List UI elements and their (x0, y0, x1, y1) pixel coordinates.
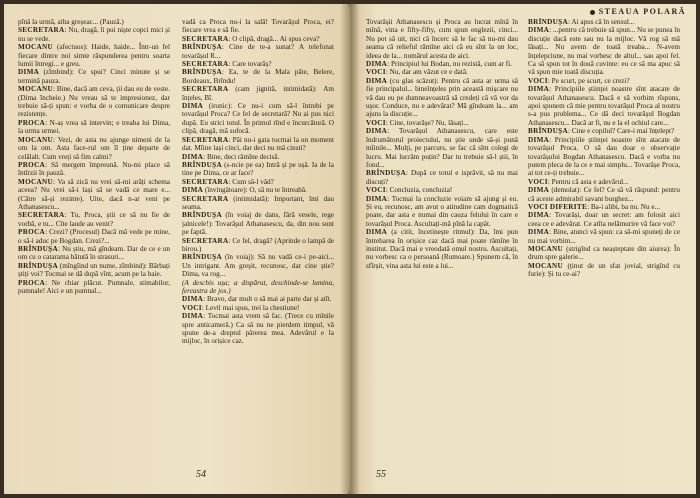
bullet-icon (590, 10, 595, 15)
dialogue-line: VOCI: Nu, dar am văzut ce e dată. (366, 68, 468, 77)
dialogue-line: SECRETARA: Nu, dragă, îi pui niște copci mici și nu se vede. (18, 26, 170, 43)
book-spread (4, 4, 696, 494)
dialogue-line: PROCA: Să mergem împreună. Nu-mi place să întîrzii în pauză. (18, 160, 170, 178)
dialogue-line: VOCI: Pentru că asta e adevărul... (528, 177, 629, 186)
dialogue-line: BRÎNDUȘA: Nu știu, mă gîndeam. Dar de ce e un om cu o catarama bătută în strasuri... (18, 244, 170, 262)
dialogue-line: DIMA: Bravo, dar mult o să mai ai parte dar și atît. (182, 295, 332, 304)
dialogue-line: SECRETARA: Păi nu-i gata tocmai la un moment dat. Mîine lași cinci, dar deci nu mă cinsti? (182, 135, 334, 153)
dialogue-line: BRÎNDUȘA: Ai apus că în sensul... (528, 18, 635, 26)
dialogue-line: VOCI: Pe scurt, pe scurt, ce crezi? (528, 76, 630, 85)
dialogue-line: DIMA (cu glas scăzut): Pentru că asta ar urma să fie principalul... bineînțeles prin această mișcare nu vă dau eu pe dumneavoastră să credeți că vă vor da ușor. Conduce, nu e adevărat? Mă gîndeam la... am ajuns la discuție... (366, 76, 518, 119)
book-gutter (340, 4, 360, 494)
dialogue-line: SECRETARA (intimidată): Important, îmi dau seama. (182, 194, 334, 211)
dialogue-line: DIMA (demolat): Ce fel? Ce să vă răspund: pentru că aceste admirabil savant burghez... (528, 186, 680, 203)
dialogue-line: DIMA (ironic): Ce nu-i cum să-l întrebi pe tovarășul Proca? Ce fel de secretară? Nu ai pus nici după. Eu strici totul. În primul rînd e încurcătură. O clipă, dragă, mă sufocă. (182, 102, 334, 136)
dialogue-line: BRÎNDUȘA: Cine e copilul? Care-i mai înțelept? (528, 127, 675, 136)
right-page (350, 4, 696, 494)
dialogue-line: PROCA: Crezi? (Procesul) Dacă mă vede pe mine, o să-i aduc pe Bogdan. Crezi?... (18, 228, 170, 245)
running-header (590, 7, 686, 16)
dialogue-line: VOCI: Levil mai spus, trei la chestiune! (182, 303, 300, 312)
dialogue-line: PROCA: N-aș vrea să intervin; e treaba lui Dima, la urma urmei. (18, 118, 170, 136)
dialogue-line: MOCANU: Vezi, de asta nu ajunge nimeni de la om la om. Asta face-rul om îl ține departe de celălalt. Cum vreți să fim calmi? (18, 135, 170, 161)
dialogue-line: SECRETARA: Ce fel, dragă? (Aprinde o lampă de birou.) (182, 236, 334, 253)
page-number-right: 55 (376, 469, 386, 480)
dialogue-line: DIMA (a citit, încetinește ritmul): Da, îmi pun întrebarea în orișice caz dacă mai poate rămîne în institut. Dacă mai e vreodată omul nostru. Ascultați, nu vorbesc ca o persoană (Rumoare.) Spunem că, în sfîrșit, vina asta lui este a lui... (366, 228, 518, 270)
dialogue-line: vadă ca Proca nu-i la sală! Tovarășul Proca, ei? fiecare vrea e să fie. (182, 18, 334, 35)
dialogue-line: BRÎNDUȘA: Ea, te de la Mala păie, Belere, Bordeaux, Brîndu! (182, 68, 334, 85)
dialogue-line: MOCANU: Va să zică nu vrei să-mi arăți schema aceea? Nu vrei să-i lași să se vadă ce mare e... (Către să-și rezinte). Uite, dacă n-ar veni pe Athanasescu... (18, 177, 170, 211)
dialogue-line: DIMA: Bine, deci rămîne decisă. (182, 152, 280, 161)
dialogue-line: SECRETARA: Care tovarăș? (182, 60, 272, 69)
right-column-1 (366, 18, 518, 456)
dialogue-line: MOCANU (strigînd ca neașteptate din aiurea): În drum spre galerie... (528, 244, 680, 262)
dialogue-line: Tovarășii Athanasescu și Proca au lucrat mînă în mînă, vina e fifty-fifty, cum spun englezii, cinci... Nu pot să uit, nici că încerc să le fac să nu-mi dau seama că relieful rămîne aici că eu sînt la un loc, ideea de la... numărul acesta de aici. (366, 18, 518, 60)
dialogue-line: VOCI: Concluzia, concluzia! (366, 186, 453, 195)
running-header-title: STEAUA POLARĂ (598, 7, 686, 16)
dialogue-line: BRÎNDUȘA (s-ncie pe ea) Intră și pe ușă. Ia de la tine pe Dima, ce ar face? (182, 160, 334, 178)
dialogue-line: SECRETARA (cam jignită, intimidată): Am înțeles, Bî. (182, 85, 334, 102)
dialogue-line: MOCANU (afectuos): Haide, haide... Într-un fel fiecare dintre noi simte răspunderea pentru soarta lumii întregi... e greu. (18, 43, 170, 69)
dialogue-line: PROCA: Ne chiar plăcut. Pumnale, stimabilor, pumnale! Aici e un pumnal... (18, 278, 170, 295)
dialogue-line: DIMA: Principiile științei noastre sînt atacate de tovarășul Proca. O să dau doar o observație tovarășului Bogdan Athanasescu. Dacă e vorba nu putem pleca de la ce e mai simplu... Tovarășe Proca, ai tot ce-ți trebuie... (528, 135, 680, 178)
dialogue-line: BRÎNDUȘA: După ce totul e isprăvit, să nu mai discuți? (366, 169, 518, 186)
dialogue-line: DIMA: Tocmai asta vrem să fac. (Trece cu mînile spre anticameră.) Ca să nu ne pierdem timpul, vă spune de-a dreptul părerea mea. Adevărul e la mijloc, în orișice caz. (182, 312, 334, 346)
left-page (4, 4, 348, 494)
dialogue-line: MOCANU: Bine, dacă am ceva, ții dau eu de veste. (Dima încheie.) Nu vreau să te impresionez, dar trebuie să-ți spun: e vorba de o comunicare despre rezistențe. (18, 85, 170, 119)
dialogue-line: SECRETARA: O clipă, dragă... Ai spus ceva? (182, 34, 320, 43)
dialogue-line: SECRETARA: Cum să-l văd? (182, 177, 274, 186)
dialogue-line: (A deschis ușa; a dispărut, deschinde-se lumina, fereastra de jos.) (182, 278, 334, 295)
left-column-1 (18, 18, 170, 456)
dialogue-line: BRÎNDUȘA (în voiaj): Să nu vadă ce-i pe-aici... Un intrigant. Am greșit, recunosc, dar cine știe? Dima, va rog... (182, 253, 334, 279)
dialogue-line: DIMA: Principiul lui Bodan, nu rezistă, cum ar fi. (366, 60, 512, 69)
dialogue-line: SECRETARA: Tu, Proca, știi ce să nu fie de vorbă, e tu... Cîte laude au venit? (18, 211, 170, 228)
dialogue-line: pînă la urmă, aiba greșeac... (Pauză.) (18, 18, 124, 26)
dialogue-line: VOCI: Cine, tovarășe? Nu, lăsați... (366, 118, 469, 127)
dialogue-line: BRÎNDUȘA (în voiaj de dans, fără vesele, rege jalnicele!): Tovarășul Athanasescu, da, din nou sunt pe faptă. (182, 211, 334, 237)
dialogue-line: DIMA (învingătoare): O, să nu te întreabă. (182, 186, 307, 195)
dialogue-line: DIMA: ...pentru că trebuie să spun... Nu se punea în discuție dacă este sau nu la mijloc. Vă rog să mă lăsați... Nu avem de toată treaba... N-avem înțelepciune, nu mai vorbesc de altul... sau apoi fel. Ca să spun tot în două cuvinte: eu ce să ma apuc să vă spun mie toată discuția. (528, 26, 680, 77)
dialogue-line: DIMA: Tovarăși, doar un secret: am folosit aici ceea ce e adevărat. Ce atîta nelămurire vă face voi? (528, 211, 680, 228)
dialogue-line: DIMA (zîmbind): Ce spui? Cinci minute și se termină pauza. (18, 68, 170, 85)
left-column-2 (182, 18, 334, 456)
dialogue-line: DIMA: Bine, atunci vă spun: ca să-mi spuneți de ce nu mai vorbim... (528, 228, 680, 245)
dialogue-line: BRÎNDUȘA (mîngîind un nume, zîmbind): Bărbați știți voi? Tocmai se dă după vînt, acum pe la baie. (18, 261, 170, 279)
dialogue-line: BRÎNDUȘA: Cine de te-a sunat? A telefonat tovarășul R... (182, 43, 334, 60)
dialogue-line: MOCANU (ținut de un sfat jovial, strigînd cu furie): Și tu ce-ai? (528, 261, 680, 279)
dialogue-line: DIMA: Tovarășul Athanasescu, care este îndrumătorul proiectului, nu știe unde să-și pună mîinile... Mulți, pe parcurs, se fac că sînt colegi de lucru. Mai lucrăm puțin? Dar tu trebuie să-l știi, în fond... (366, 127, 518, 169)
dialogue-line: DIMA: Tocmai la concluzie voiam să ajung și eu. Și eu, recunosc, am avut o atitudine cam dogmatică poate, dar asta e numai din cauza felului în care e tovarășul Proca. Ascultați-mă pînă la capăt. (366, 194, 518, 228)
dialogue-line: VOCI DIFERITE: Ba-i alibi, ba nu. Nu e... (528, 202, 660, 211)
page-number-left: 54 (196, 469, 206, 480)
right-column-2 (528, 18, 680, 456)
dialogue-line: DIMA: Principiile științei noastre sînt atacate de tovarășul Athanasescu. Dacă e să vorbim rîspuns, apoi spunem că mie pentru tovarășul Proca al nostru s-a pus problema... Ce dă deci tovarășul Bogdan Athanasescu... Dacă ar fi, nu e la el ochiul care... (528, 85, 680, 127)
